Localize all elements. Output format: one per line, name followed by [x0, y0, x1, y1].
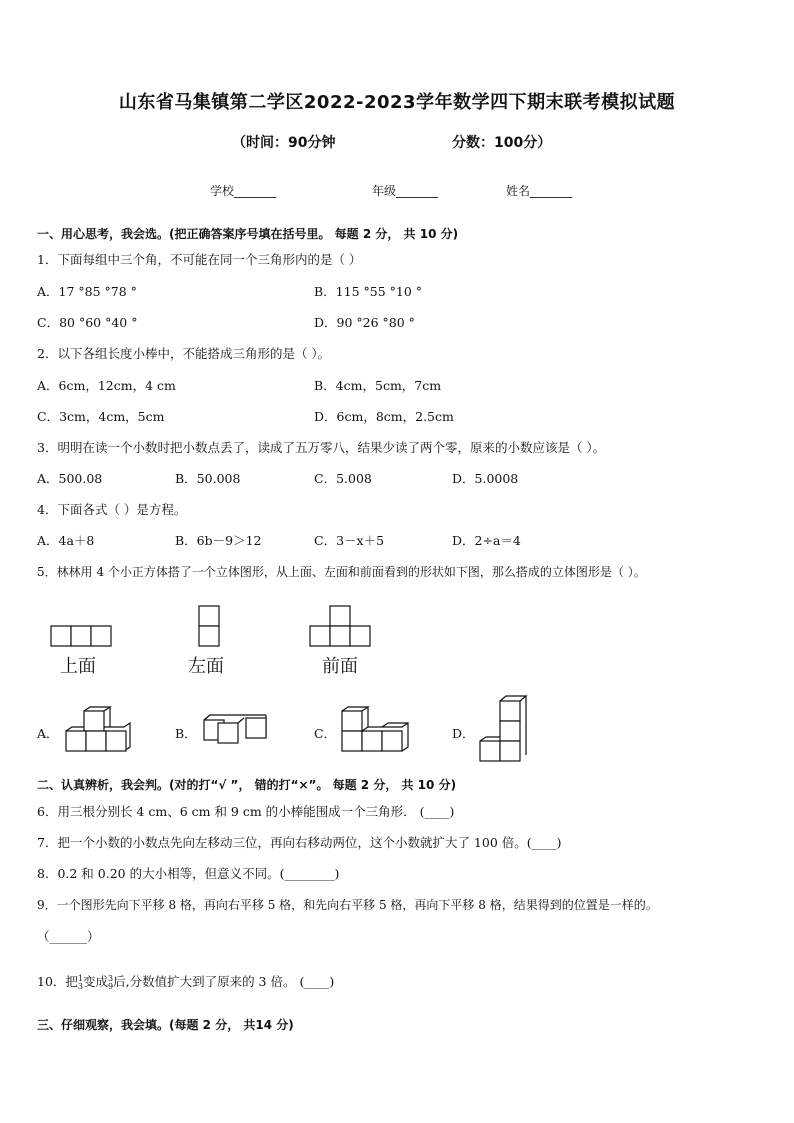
q3-option-c: C．5.008 — [314, 471, 372, 486]
question-4: 4．下面各式（ ）是方程。 — [37, 502, 187, 517]
question-1: 1．下面每组中三个角，不可能在同一个三角形内的是（ ） — [37, 252, 362, 267]
q10-prefix: 10．把 — [37, 974, 78, 989]
q1-option-c: C．80 °60 °40 ° — [37, 315, 138, 330]
q2-option-a: A．6cm，12cm，4 cm — [37, 378, 176, 393]
q3-option-a: A．500.08 — [37, 471, 103, 486]
q4-option-d: D．2÷a＝4 — [452, 533, 521, 548]
front-view-figure — [309, 605, 373, 649]
question-5: 5．林林用 4 个小正方体搭了一个立体图形，从上面、左面和前面看到的形状如下图，那么搭成的立体图形是（ ）。 — [37, 565, 646, 579]
q1-option-b: B．115 °55 °10 ° — [314, 284, 423, 299]
option-b-solid-figure — [202, 712, 270, 746]
q4-option-a: A．4a＋8 — [37, 533, 95, 548]
q10-middle: 变成 — [83, 974, 109, 989]
top-view-label: 上面 — [60, 656, 96, 677]
q2-option-d: D．6cm，8cm，2.5cm — [314, 409, 454, 424]
question-2: 2．以下各组长度小棒中，不能搭成三角形的是（ ）。 — [37, 346, 331, 361]
q1-option-a: A．17 °85 °78 ° — [37, 284, 137, 299]
frac2-denominator: 9 — [108, 981, 114, 991]
option-c-solid-figure — [340, 706, 410, 754]
section-1-heading: 一、用心思考，我会选。(把正确答案序号填在括号里。 每题 2 分， 共 10 分) — [37, 227, 459, 241]
page-title: 山东省马集镇第二学区2022-2023学年数学四下期末联考模拟试题 — [118, 92, 676, 113]
option-d-solid-figure — [478, 694, 528, 762]
school-field: 学校_______ — [210, 184, 277, 198]
section-3-heading: 三、仔细观察，我会填。(每题 2 分， 共14 分) — [37, 1018, 294, 1032]
q10-suffix: 后,分数值扩大到了原来的 3 倍。 (____) — [113, 974, 335, 989]
q3-option-b: B．50.008 — [175, 471, 241, 486]
q5-option-c: C． — [314, 726, 337, 741]
grade-field: 年级_______ — [372, 184, 439, 198]
q2-option-b: B．4cm，5cm，7cm — [314, 378, 442, 393]
question-6: 6．用三根分别长 4 cm、6 cm 和 9 cm 的小棒能围成一个三角形． (____) — [37, 804, 455, 819]
front-view-label: 前面 — [322, 656, 358, 677]
question-8: 8．0.2 和 0.20 的大小相等，但意义不同。(________) — [37, 866, 340, 881]
frac1-numerator: 1 — [77, 973, 83, 983]
question-7: 7．把一个小数的小数点先向左移动三位，再向右移动两位，这个小数就扩大了 100 倍。(____) — [37, 835, 562, 850]
question-9-answer: （______） — [37, 929, 100, 944]
option-a-solid-figure — [64, 706, 132, 754]
section-2-heading: 二、认真辨析，我会判。(对的打“√ ”， 错的打“×”。 每题 2 分， 共 10 分) — [37, 778, 457, 792]
frac1-denominator: 3 — [77, 981, 83, 991]
question-10 — [37, 972, 334, 991]
frac2-numerator: 3 — [108, 973, 114, 983]
q4-option-b: B．6b－9＞12 — [175, 533, 262, 548]
q4-option-c: C．3－x＋5 — [314, 533, 385, 548]
q5-option-d: D． — [452, 726, 475, 741]
left-view-label: 左面 — [188, 656, 224, 677]
q5-option-b: B． — [175, 726, 197, 741]
exam-time: （时间：90分钟 — [232, 135, 336, 151]
question-3: 3．明明在读一个小数时把小数点丢了，读成了五万零八，结果少读了两个零，原来的小数应该是（ ）。 — [37, 440, 606, 455]
top-view-figure — [50, 625, 114, 649]
q3-option-d: D．5.0008 — [452, 471, 519, 486]
q2-option-c: C．3cm，4cm，5cm — [37, 409, 165, 424]
name-field: 姓名_______ — [506, 184, 573, 198]
left-view-figure — [198, 605, 222, 649]
exam-score: 分数：100分） — [452, 135, 552, 151]
q5-option-a: A． — [37, 726, 59, 741]
question-9: 9．一个图形先向下平移 8 格，再向右平移 5 格，和先向右平移 5 格，再向下平移 8 格，结果得到的位置是一样的。 — [37, 898, 658, 912]
q1-option-d: D．90 °26 °80 ° — [314, 315, 415, 330]
